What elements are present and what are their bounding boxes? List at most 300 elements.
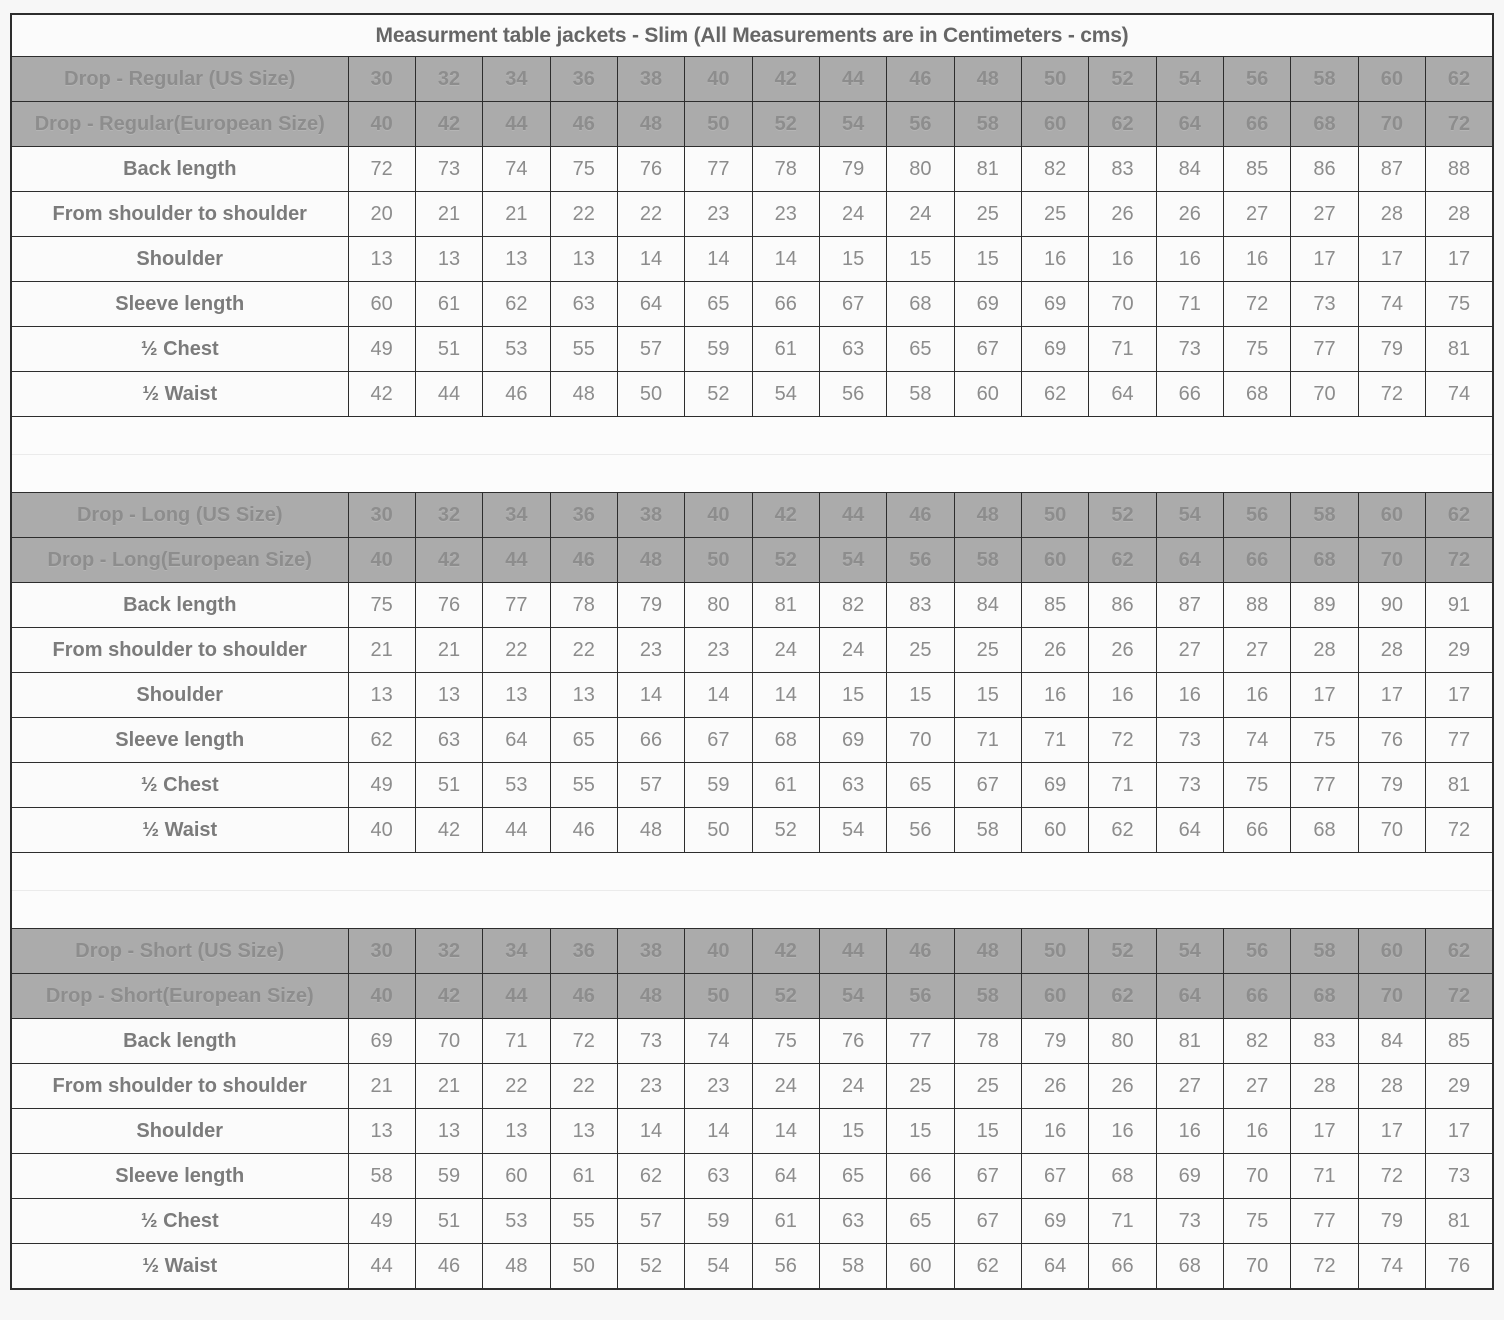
value-cell: 74: [1358, 282, 1425, 327]
value-cell: 88: [1223, 583, 1290, 628]
size-header-row: [11, 57, 1493, 102]
size-cell: 50: [685, 538, 752, 583]
value-cell: 16: [1021, 237, 1088, 282]
value-cell: 70: [887, 718, 954, 763]
value-cell: 21: [483, 192, 550, 237]
size-cell: 52: [752, 974, 819, 1019]
size-cell: 62: [1089, 102, 1156, 147]
value-cell: 81: [1426, 1199, 1494, 1244]
value-cell: 13: [348, 673, 415, 718]
value-cell: 59: [415, 1154, 482, 1199]
value-cell: 85: [1426, 1019, 1494, 1064]
value-cell: 14: [752, 1109, 819, 1154]
measurement-row: [11, 628, 1493, 673]
value-cell: 84: [1358, 1019, 1425, 1064]
size-cell: 40: [348, 538, 415, 583]
row-label: ½ Waist: [11, 808, 348, 853]
row-label: Drop - Regular (US Size): [11, 57, 348, 102]
size-cell: 44: [483, 974, 550, 1019]
size-cell: 50: [685, 974, 752, 1019]
size-cell: 44: [819, 493, 886, 538]
value-cell: 17: [1291, 673, 1358, 718]
value-cell: 22: [550, 628, 617, 673]
value-cell: 20: [348, 192, 415, 237]
value-cell: 63: [819, 1199, 886, 1244]
value-cell: 71: [483, 1019, 550, 1064]
value-cell: 70: [415, 1019, 482, 1064]
value-cell: 72: [550, 1019, 617, 1064]
size-cell: 48: [954, 493, 1021, 538]
value-cell: 75: [1223, 327, 1290, 372]
value-cell: 73: [1156, 718, 1223, 763]
value-cell: 16: [1223, 673, 1290, 718]
size-cell: 42: [752, 929, 819, 974]
measurement-row: [11, 147, 1493, 192]
value-cell: 67: [685, 718, 752, 763]
value-cell: 13: [348, 237, 415, 282]
value-cell: 71: [1089, 327, 1156, 372]
value-cell: 68: [1089, 1154, 1156, 1199]
value-cell: 85: [1021, 583, 1088, 628]
value-cell: 24: [819, 192, 886, 237]
value-cell: 14: [752, 237, 819, 282]
value-cell: 75: [752, 1019, 819, 1064]
measurement-row: [11, 673, 1493, 718]
value-cell: 26: [1089, 192, 1156, 237]
value-cell: 63: [685, 1154, 752, 1199]
value-cell: 27: [1156, 628, 1223, 673]
value-cell: 74: [1426, 372, 1494, 417]
size-cell: 46: [887, 493, 954, 538]
value-cell: 70: [1223, 1244, 1290, 1290]
value-cell: 60: [483, 1154, 550, 1199]
value-cell: 27: [1223, 628, 1290, 673]
value-cell: 69: [1021, 1199, 1088, 1244]
size-cell: 52: [1089, 57, 1156, 102]
value-cell: 67: [954, 327, 1021, 372]
value-cell: 50: [550, 1244, 617, 1290]
value-cell: 56: [887, 808, 954, 853]
size-header-row: [11, 929, 1493, 974]
value-cell: 28: [1291, 1064, 1358, 1109]
value-cell: 71: [1291, 1154, 1358, 1199]
value-cell: 66: [1156, 372, 1223, 417]
row-label: Drop - Short (US Size): [11, 929, 348, 974]
size-cell: 42: [415, 102, 482, 147]
size-cell: 32: [415, 493, 482, 538]
value-cell: 55: [550, 763, 617, 808]
value-cell: 28: [1358, 628, 1425, 673]
value-cell: 73: [1291, 282, 1358, 327]
size-cell: 38: [617, 929, 684, 974]
size-cell: 58: [954, 974, 1021, 1019]
value-cell: 83: [1089, 147, 1156, 192]
value-cell: 13: [483, 673, 550, 718]
size-cell: 56: [1223, 929, 1290, 974]
size-cell: 68: [1291, 102, 1358, 147]
value-cell: 70: [1291, 372, 1358, 417]
value-cell: 16: [1021, 1109, 1088, 1154]
row-label: ½ Waist: [11, 1244, 348, 1290]
value-cell: 82: [1223, 1019, 1290, 1064]
value-cell: 69: [819, 718, 886, 763]
value-cell: 88: [1426, 147, 1494, 192]
measurement-row: [11, 1154, 1493, 1199]
spacer-cell: [11, 455, 1493, 493]
value-cell: 79: [617, 583, 684, 628]
value-cell: 16: [1223, 237, 1290, 282]
value-cell: 16: [1089, 237, 1156, 282]
value-cell: 72: [1223, 282, 1290, 327]
value-cell: 58: [348, 1154, 415, 1199]
row-label: Sleeve length: [11, 1154, 348, 1199]
value-cell: 27: [1223, 192, 1290, 237]
value-cell: 75: [1223, 1199, 1290, 1244]
value-cell: 75: [550, 147, 617, 192]
size-cell: 48: [954, 929, 1021, 974]
measurement-row: [11, 1109, 1493, 1154]
size-cell: 50: [1021, 929, 1088, 974]
size-cell: 56: [887, 974, 954, 1019]
value-cell: 65: [550, 718, 617, 763]
value-cell: 21: [348, 1064, 415, 1109]
spacer-cell: [11, 853, 1493, 891]
value-cell: 64: [752, 1154, 819, 1199]
value-cell: 46: [415, 1244, 482, 1290]
value-cell: 58: [819, 1244, 886, 1290]
value-cell: 72: [1358, 1154, 1425, 1199]
measurement-row: [11, 282, 1493, 327]
size-cell: 56: [887, 538, 954, 583]
value-cell: 25: [1021, 192, 1088, 237]
size-cell: 36: [550, 57, 617, 102]
row-label: From shoulder to shoulder: [11, 192, 348, 237]
value-cell: 60: [887, 1244, 954, 1290]
row-label: Shoulder: [11, 237, 348, 282]
value-cell: 69: [1021, 327, 1088, 372]
measurement-row: [11, 237, 1493, 282]
value-cell: 23: [685, 1064, 752, 1109]
value-cell: 81: [1426, 763, 1494, 808]
value-cell: 15: [819, 673, 886, 718]
row-label: Shoulder: [11, 1109, 348, 1154]
size-cell: 30: [348, 929, 415, 974]
value-cell: 26: [1156, 192, 1223, 237]
value-cell: 13: [415, 1109, 482, 1154]
value-cell: 74: [1223, 718, 1290, 763]
row-label: Drop - Long (US Size): [11, 493, 348, 538]
size-cell: 34: [483, 493, 550, 538]
value-cell: 17: [1291, 1109, 1358, 1154]
value-cell: 46: [483, 372, 550, 417]
table-body: [11, 57, 1493, 1290]
size-cell: 36: [550, 493, 617, 538]
size-cell: 58: [1291, 57, 1358, 102]
value-cell: 71: [1156, 282, 1223, 327]
value-cell: 62: [483, 282, 550, 327]
measurement-table: [10, 13, 1494, 1290]
value-cell: 23: [685, 628, 752, 673]
value-cell: 86: [1089, 583, 1156, 628]
size-cell: 42: [752, 493, 819, 538]
size-cell: 64: [1156, 102, 1223, 147]
value-cell: 61: [752, 327, 819, 372]
value-cell: 63: [819, 327, 886, 372]
value-cell: 48: [483, 1244, 550, 1290]
size-cell: 46: [550, 538, 617, 583]
value-cell: 44: [415, 372, 482, 417]
value-cell: 65: [887, 763, 954, 808]
value-cell: 24: [819, 628, 886, 673]
value-cell: 67: [1021, 1154, 1088, 1199]
value-cell: 27: [1156, 1064, 1223, 1109]
value-cell: 62: [348, 718, 415, 763]
value-cell: 24: [887, 192, 954, 237]
row-label: ½ Chest: [11, 1199, 348, 1244]
value-cell: 53: [483, 1199, 550, 1244]
size-cell: 48: [617, 538, 684, 583]
value-cell: 23: [617, 1064, 684, 1109]
value-cell: 64: [1089, 372, 1156, 417]
size-cell: 62: [1426, 493, 1494, 538]
value-cell: 50: [685, 808, 752, 853]
value-cell: 24: [752, 628, 819, 673]
value-cell: 74: [483, 147, 550, 192]
value-cell: 44: [483, 808, 550, 853]
row-label: Drop - Regular(European Size): [11, 102, 348, 147]
size-cell: 42: [415, 538, 482, 583]
value-cell: 29: [1426, 1064, 1494, 1109]
value-cell: 17: [1426, 673, 1494, 718]
size-cell: 62: [1426, 929, 1494, 974]
value-cell: 77: [483, 583, 550, 628]
value-cell: 79: [1358, 327, 1425, 372]
value-cell: 73: [415, 147, 482, 192]
size-cell: 66: [1223, 538, 1290, 583]
size-cell: 66: [1223, 102, 1290, 147]
size-cell: 42: [752, 57, 819, 102]
size-cell: 32: [415, 57, 482, 102]
size-cell: 46: [887, 57, 954, 102]
size-cell: 54: [819, 538, 886, 583]
value-cell: 81: [1156, 1019, 1223, 1064]
measurement-row: [11, 1199, 1493, 1244]
value-cell: 65: [819, 1154, 886, 1199]
value-cell: 83: [887, 583, 954, 628]
value-cell: 16: [1156, 1109, 1223, 1154]
value-cell: 17: [1426, 237, 1494, 282]
value-cell: 84: [954, 583, 1021, 628]
size-cell: 52: [752, 538, 819, 583]
section-spacer-row: [11, 891, 1493, 929]
row-label: ½ Waist: [11, 372, 348, 417]
size-cell: 56: [1223, 493, 1290, 538]
value-cell: 42: [348, 372, 415, 417]
table-title: Measurment table jackets - Slim (All Measurements are in Centimeters - cms): [11, 14, 1493, 57]
value-cell: 58: [887, 372, 954, 417]
value-cell: 64: [483, 718, 550, 763]
value-cell: 65: [887, 1199, 954, 1244]
value-cell: 55: [550, 327, 617, 372]
value-cell: 16: [1156, 237, 1223, 282]
measurement-row: [11, 583, 1493, 628]
value-cell: 66: [752, 282, 819, 327]
size-cell: 40: [685, 929, 752, 974]
value-cell: 22: [483, 628, 550, 673]
value-cell: 50: [617, 372, 684, 417]
value-cell: 51: [415, 763, 482, 808]
size-header-row: [11, 538, 1493, 583]
value-cell: 25: [954, 1064, 1021, 1109]
size-cell: 42: [415, 974, 482, 1019]
value-cell: 55: [550, 1199, 617, 1244]
size-cell: 36: [550, 929, 617, 974]
size-cell: 66: [1223, 974, 1290, 1019]
value-cell: 21: [415, 1064, 482, 1109]
measurement-row: [11, 808, 1493, 853]
value-cell: 76: [1426, 1244, 1494, 1290]
value-cell: 76: [415, 583, 482, 628]
size-cell: 56: [1223, 57, 1290, 102]
value-cell: 64: [1156, 808, 1223, 853]
size-cell: 54: [1156, 493, 1223, 538]
value-cell: 24: [752, 1064, 819, 1109]
value-cell: 13: [483, 237, 550, 282]
value-cell: 15: [954, 673, 1021, 718]
value-cell: 26: [1021, 1064, 1088, 1109]
value-cell: 48: [617, 808, 684, 853]
value-cell: 64: [617, 282, 684, 327]
value-cell: 64: [1021, 1244, 1088, 1290]
size-cell: 50: [685, 102, 752, 147]
size-cell: 58: [954, 538, 1021, 583]
value-cell: 54: [752, 372, 819, 417]
size-cell: 60: [1021, 538, 1088, 583]
size-cell: 44: [819, 57, 886, 102]
value-cell: 27: [1223, 1064, 1290, 1109]
row-label: Sleeve length: [11, 718, 348, 763]
value-cell: 61: [752, 1199, 819, 1244]
value-cell: 79: [1358, 763, 1425, 808]
value-cell: 17: [1358, 673, 1425, 718]
value-cell: 72: [1358, 372, 1425, 417]
row-label: Sleeve length: [11, 282, 348, 327]
size-cell: 46: [887, 929, 954, 974]
value-cell: 67: [954, 763, 1021, 808]
section-spacer-row: [11, 853, 1493, 891]
value-cell: 82: [1021, 147, 1088, 192]
size-header-row: [11, 493, 1493, 538]
value-cell: 67: [954, 1154, 1021, 1199]
size-cell: 34: [483, 57, 550, 102]
size-cell: 58: [954, 102, 1021, 147]
value-cell: 69: [348, 1019, 415, 1064]
value-cell: 51: [415, 1199, 482, 1244]
size-cell: 48: [617, 102, 684, 147]
size-cell: 40: [685, 57, 752, 102]
value-cell: 54: [819, 808, 886, 853]
spacer-cell: [11, 891, 1493, 929]
value-cell: 84: [1156, 147, 1223, 192]
value-cell: 62: [1021, 372, 1088, 417]
size-cell: 46: [550, 102, 617, 147]
value-cell: 16: [1021, 673, 1088, 718]
value-cell: 15: [954, 237, 1021, 282]
value-cell: 79: [1358, 1199, 1425, 1244]
value-cell: 69: [1156, 1154, 1223, 1199]
value-cell: 66: [1089, 1244, 1156, 1290]
value-cell: 27: [1291, 192, 1358, 237]
value-cell: 77: [887, 1019, 954, 1064]
row-label: Shoulder: [11, 673, 348, 718]
value-cell: 14: [685, 1109, 752, 1154]
value-cell: 75: [348, 583, 415, 628]
value-cell: 62: [617, 1154, 684, 1199]
value-cell: 28: [1426, 192, 1494, 237]
size-cell: 72: [1426, 974, 1494, 1019]
value-cell: 17: [1291, 237, 1358, 282]
size-cell: 52: [1089, 493, 1156, 538]
value-cell: 49: [348, 327, 415, 372]
measurement-row: [11, 192, 1493, 237]
value-cell: 48: [550, 372, 617, 417]
value-cell: 15: [954, 1109, 1021, 1154]
value-cell: 78: [752, 147, 819, 192]
value-cell: 57: [617, 327, 684, 372]
size-cell: 30: [348, 493, 415, 538]
size-cell: 62: [1089, 974, 1156, 1019]
value-cell: 16: [1089, 673, 1156, 718]
row-label: Back length: [11, 1019, 348, 1064]
value-cell: 77: [1426, 718, 1494, 763]
value-cell: 72: [1291, 1244, 1358, 1290]
size-cell: 48: [617, 974, 684, 1019]
value-cell: 73: [1156, 763, 1223, 808]
size-cell: 52: [752, 102, 819, 147]
size-cell: 64: [1156, 538, 1223, 583]
size-cell: 64: [1156, 974, 1223, 1019]
value-cell: 23: [617, 628, 684, 673]
size-cell: 54: [819, 974, 886, 1019]
value-cell: 63: [550, 282, 617, 327]
size-cell: 54: [1156, 929, 1223, 974]
value-cell: 68: [1156, 1244, 1223, 1290]
value-cell: 52: [617, 1244, 684, 1290]
value-cell: 62: [1089, 808, 1156, 853]
value-cell: 65: [887, 327, 954, 372]
size-cell: 50: [1021, 57, 1088, 102]
value-cell: 15: [819, 1109, 886, 1154]
value-cell: 51: [415, 327, 482, 372]
value-cell: 25: [954, 192, 1021, 237]
value-cell: 72: [1426, 808, 1494, 853]
value-cell: 71: [1021, 718, 1088, 763]
value-cell: 75: [1426, 282, 1494, 327]
value-cell: 16: [1089, 1109, 1156, 1154]
value-cell: 70: [1089, 282, 1156, 327]
value-cell: 40: [348, 808, 415, 853]
size-cell: 30: [348, 57, 415, 102]
value-cell: 14: [617, 673, 684, 718]
value-cell: 77: [1291, 1199, 1358, 1244]
value-cell: 69: [1021, 282, 1088, 327]
value-cell: 74: [1358, 1244, 1425, 1290]
size-cell: 48: [954, 57, 1021, 102]
value-cell: 69: [1021, 763, 1088, 808]
size-cell: 70: [1358, 974, 1425, 1019]
value-cell: 66: [887, 1154, 954, 1199]
value-cell: 87: [1156, 583, 1223, 628]
